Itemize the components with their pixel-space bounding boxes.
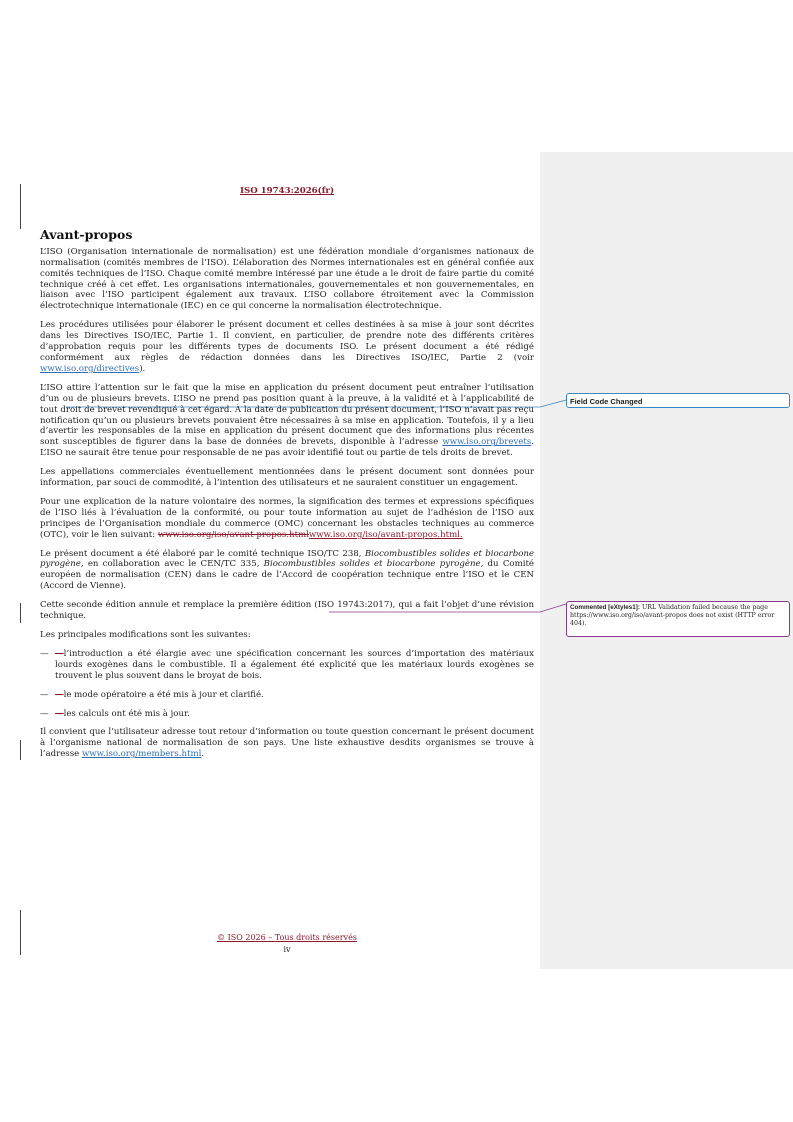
document-body (40, 186, 534, 768)
comments-margin-pane (540, 152, 793, 969)
paragraph-edition: Cette seconde édition annule et remplace la première édition (ISO 19743:2017), qui a fait l’objet d’une révision technique. (40, 600, 534, 622)
change-bar (20, 184, 21, 229)
paragraph-iso-intro: L’ISO (Organisation internationale de normalisation) est une fédération mondiale d’organismes nationaux de normalisation (comités membres de l’ISO). L’élaboration des Normes internationales est en général confiée aux comités techniques de l’ISO. Chaque comité membre intéressé par une étude a le droit de faire partie du comité technique créé à cet effet. Les organisations internationales, gouvernementales et non gouvernementales, en liaison avec l’ISO participent également aux travaux. L’ISO collabore étroitement avec la Commission électrotechnique internationale (IEC) en ce qui concerne la normalisation électrotechnique. (40, 246, 534, 312)
comment-text: URL Validation failed because the page https://www.iso.org/iso/avant-propos does not exist (HTTP error 404). (570, 604, 775, 627)
section-title: Avant-propos (40, 226, 133, 242)
paragraph-procedures: Les procédures utilisées pour élaborer le présent document et celles destinées à sa mise à jour sont décrites dans les Directives ISO/IEC, Partie 1. Il convient, en particulier, de prendre note des différents critères d’approbation requis pour les différents types de documents ISO. Le présent document a été rédigé conformément aux règles de rédaction données dans les Directives ISO/IEC, Partie 2 (voir www.iso.org/directives). (40, 320, 534, 374)
paragraph-committee: Le présent document a été élaboré par le comité technique ISO/TC 238, Biocombustibles solides et biocarbone pyrogène, en collaboration avec le CEN/TC 335, Biocombustibles solides et biocarbone pyrogène, du Comité européen de normalisation (CEN) dans le cadre de l’Accord de coopération technique entre l’ISO et le CEN (Accord de Vienne). (40, 548, 535, 592)
patents-link[interactable]: www.iso.org/brevets (442, 437, 532, 448)
change-bar (20, 910, 21, 955)
list-item: — —l’introduction a été élargie avec une spécification concernant les sources d’importation des matériaux lourds exogènes dans le combustible. Il a également été explicité que les matériaux lourds exogènes se trouvent le plus souvent dans le broyat de bois. (40, 648, 534, 681)
copyright-notice: © ISO 2026 – Tous droits réservés (217, 933, 357, 942)
comment-balloon[interactable] (566, 601, 790, 637)
inserted-link-text[interactable]: www.iso.org/iso/avant-propos.html. (308, 529, 463, 540)
paragraph-feedback: Il convient que l’utilisateur adresse tout retour d’information ou toute question concernant le présent document à l’organisme national de normalisation de son pays. Une liste exhaustive desdits organismes se trouve à l’adresse www.iso.org/members.html. (40, 727, 534, 760)
change-bar (20, 603, 21, 623)
paragraph-trade-names: Les appellations commerciales éventuellement mentionnées dans le présent document sont données pour information, par souci de commodité, à l’intention des utilisateurs et ne sauraient constituer un engagement. (40, 467, 534, 489)
document-header: ISO 19743:2026(fr) (239, 186, 335, 196)
directives-link[interactable]: www.iso.org/directives (40, 363, 140, 374)
paragraph-voluntary-nature: Pour une explication de la nature volontaire des normes, la signification des termes et expressions spécifiques de l’ISO liés à l’évaluation de la conformité, ou pour toute information au sujet de l’adhésion de l’ISO aux principes de l’Organisation mondiale du commerce (OMC) concernant les obstacles techniques au commerce (OTC), voir le lien suivant: www.iso.org/iso/avant-propos.htmlwww.iso.org/iso/avant-propos.html. (40, 496, 534, 540)
list-item: — —le mode opératoire a été mis à jour et clarifié. (40, 689, 264, 700)
field-code-changed-balloon[interactable]: Field Code Changed (566, 393, 790, 408)
page-footer (40, 932, 534, 956)
change-bar (20, 740, 21, 760)
paragraph-changes-intro: Les principales modifications sont les suivantes: (40, 630, 251, 640)
list-item: — —les calculs ont été mis à jour. (40, 708, 190, 719)
comment-author: Commented [eXtyles1]: (570, 604, 640, 611)
members-link[interactable]: www.iso.org/members.html (81, 749, 202, 760)
deleted-link-text: www.iso.org/iso/avant-propos.html (157, 529, 309, 540)
paragraph-patents: L’ISO attire l’attention sur le fait que la mise en application du présent document peut entraîner l’utilisation d’un ou de plusieurs brevets. L’ISO ne prend pas position quant à la preuve, à la validité et à l’applicabilité de tout droit de brevet revendiqué à cet égard. À la date de publication du présent document, l’ISO n’avait pas reçu notification qu’un ou plusieurs brevets pouvaient être nécessaires à sa mise en application. Toutefois, il y a lieu d’avertir les responsables de la mise en application du présent document que des informations plus récentes sont susceptibles de figurer dans la base de données de brevets, disponible à l’adresse www.iso.org/brevets. L’ISO ne saurait être tenue pour responsable de ne pas avoir identifié tout ou partie de tels droits de brevet. (40, 382, 534, 459)
page-number: iv (283, 945, 291, 954)
